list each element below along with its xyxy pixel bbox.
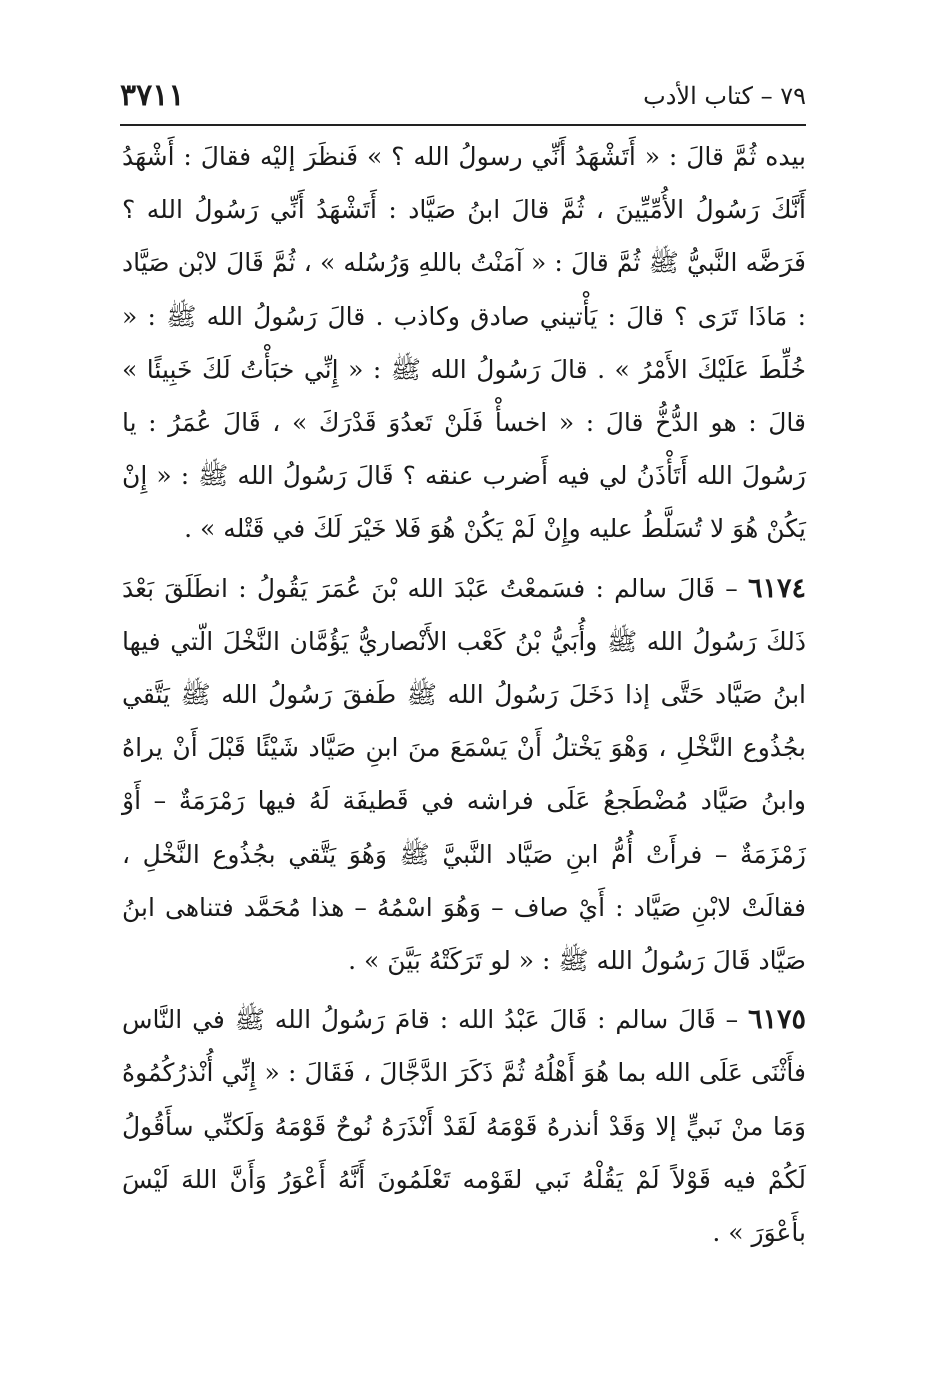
hadith-number: ٦١٧٤ — [747, 572, 806, 604]
header-divider — [120, 124, 806, 126]
page-body — [122, 130, 806, 1259]
paragraph-continuation — [122, 130, 806, 556]
paragraph-text: – قَالَ سالم : قَالَ عَبْدُ الله : قامَ رَسُولُ الله ﷺ في النَّاس فأَثْنَى عَلَى الله بما هُوَ أَهْلُهُ ثُمَّ ذَكَرَ الدَّجَّالَ ، فَقَالَ : « إِنِّي أُنْذرُكُمُوهُ وَمَا منْ نَبيٍّ إلا وَقَدْ أنذرهُ قَوْمَهُ لَقَدْ أَنْذَرَهُ نُوحٌ قَوْمَهُ وَلَكنِّي سأَقُولُ لَكُمْ فيه قَوْلاً لَمْ يَقُلْهُ نَبي لقَوْمه تَعْلَمُونَ أَنَّهُ أَعْوَرُ وَأَنَّ اللهَ لَيْسَ بأَعْوَرَ » . — [122, 1005, 806, 1248]
paragraph-text: – قَالَ سالم : فسَمعْتُ عَبْدَ الله بْنَ عُمَرَ يَقُولُ : انطَلَقَ بَعْدَ ذَلكَ رَسُولُ الله ﷺ وأُبَيُّ بْنُ كَعْب الأَنْصاريُّ يَؤُمَّان النَّخْلَ الّتي فيها ابنُ صَيَّاد حَتَّى إذا دَخَلَ رَسُولُ الله ﷺ طَفقَ رَسُولُ الله ﷺ يَتَّقي بجُذُوع النَّخْلِ ، وَهْوَ يَخْتلُ أَنْ يَسْمَعَ منَ ابنِ صَيَّاد شَيْئًا قَبْلَ أَنْ يراهُ وابنُ صَيَّاد مُضْطَجعُ عَلَى فراشه في قَطيفَة لَهُ فيها رَمْرَمَةٌ – أَوْ زَمْزَمَةٌ – فرأَتْ أُمُّ ابنِ صَيَّاد النَّبيَّ ﷺ وَهُوَ يَتَّقي بجُذُوع النَّخْلِ ، فقالَتْ لابْنِ صَيَّاد : أَيْ صاف – وَهُوَ اسْمُهُ – هذا مُحَمَّد فتناهى ابنُ صَيَّاد قَالَ رَسُولُ الله ﷺ : « لو تَرَكَتْهُ بَيَّنَ » . — [122, 573, 806, 976]
page-number: ٣٧١١ — [120, 78, 185, 113]
paragraph-text: بيده ثُمَّ قالَ : « أَتَشْهَدُ أَنِّي رسولُ الله ؟ » فَنظَرَ إليْه فقالَ : أَشْهَدُ أَنَّكَ رَسُولُ الأُمِّيِّينَ ، ثُمَّ قالَ ابنُ صَيَّاد : أَتَشْهَدُ أَنِّي رَسُولُ الله ؟ فَرَضَّه النَّبيُّ ﷺ ثُمَّ قالَ : « آمَنْتُ باللهِ وَرُسُله » ، ثُمَّ قَالَ لابْن صَيَّاد : مَاذَا تَرَى ؟ قالَ : يَأْتيني صادق وكاذب . قالَ رَسُولُ الله ﷺ : « خُلِّطَ عَلَيْكَ الأَمْرُ » . قالَ رَسُولُ الله ﷺ : « إِنِّي خبَأْتُ لَكَ خَبِيئًا » قالَ : هو الدُّخُّ قالَ : « اخسأْ فَلَنْ تَعدُوَ قَدْرَكَ » ، قَالَ عُمَرُ : يا رَسُولَ الله أَتَأْذَنُ لي فيه أَضرب عنقه ؟ قَالَ رَسُولُ الله ﷺ : « إِنْ يَكُنْ هُوَ لا تُسَلَّطُ عليه وإِنْ لَمْ يَكُنْ هُوَ فَلا خَيْرَ لَكَ في قَتْله » . — [122, 142, 806, 544]
hadith-6174 — [122, 562, 806, 988]
running-title: ٧٩ – كتاب الأدب — [643, 82, 806, 110]
hadith-number: ٦١٧٥ — [747, 1004, 806, 1036]
page-header — [120, 78, 806, 118]
hadith-6175 — [122, 993, 806, 1259]
